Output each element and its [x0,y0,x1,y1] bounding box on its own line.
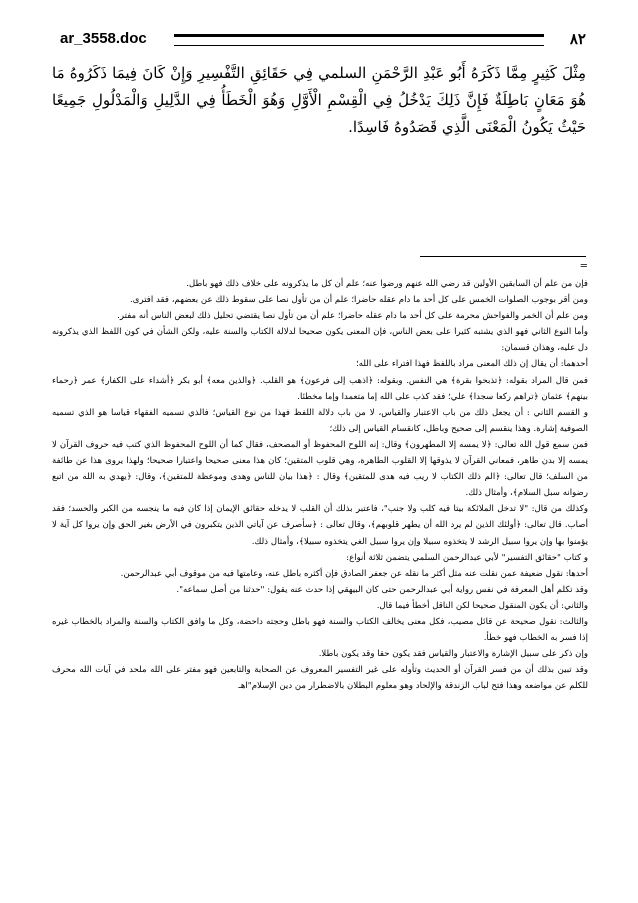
footnote-paragraph: وقد تبين بذلك أن من فسر القرآن أو الحديث وتأوله على غير التفسير المعروف عن الصحابة والتابعين فهو مفتر على الله ملحد في آيات الله محرف للكلم عن مواضعه وهذا فتح لباب الزندقة والإلحاد وهو معلوم البطلان بالاضطرار من دين الإسلام"اهـ [52,665,588,692]
header-double-rule [174,34,544,46]
footnote-continuation-marker: = [579,261,588,272]
footnote-paragraph: و القسم الثاني : أن يجعل ذلك من باب الاعتبار والقياس، لا من باب دلالة اللفظ فهذا من نوع القياس؛ فالذي تسميه الفقهاء قياسا هو الذي تسميه الصوفية إشارة. وهذا ينقسم إلى صحيح وباطل، كانقسام القياس إلى ذلك؛ [52,407,588,434]
footnote-paragraph: أحدهما: أن يقال إن ذلك المعنى مراد باللفظ فهذا افتراء على الله؛ [356,359,588,370]
footnote-paragraph: والثالث: نقول صحيحة عن قائل مصيب، فكل معنى يخالف الكتاب والسنة فهو باطل وحجته داحضة، وكل ما وافق الكتاب والسنة والمراد بالخطاب غيره إذا فسر به الخطاب فهو خطأ. [52,616,588,644]
footnote-paragraph: فإن من علم أن السابقين الأولين قد رضي الله عنهم ورضوا عنه؛ علم أن كل ما يذكرونه على خلاف ذلك فهو باطل. [186,279,588,289]
main-body-text: مِثْلَ كَثِيرٍ مِمَّا ذَكَرَهُ أَبُو عَبْدِ الرَّحْمَنِ السلمي فِي حَقَائِقِ التَّفْسِيرِ وَإِنْ كَانَ فِيمَا ذَكَرُوهُ مَا هُوَ مَعَانٍ بَاطِلَةٌ فَإِنَّ ذَلِكَ يَدْخُلُ فِي الْقِسْمِ الْأَوَّلِ وَهُوَ الْخَطَأُ فِي الدَّلِيلِ وَالْمَدْلُولِ جَمِيعًا حَيْثُ يَكُونُ الْمَعْنَى الَّذِي قَصَدُوهُ فَاسِدًا. [52,64,586,136]
page-number: ٨٢ [569,30,586,48]
footnote-separator [420,256,586,257]
footnote-paragraph: وأما النوع الثاني فهو الذي يشتبه كثيرا على بعض الناس، فإن المعنى يكون صحيحا لدلالة الكتاب والسنة عليه، ولكن الشأن في كون اللفظ الذي يذكرونه دل عليه، وهذان قسمان: [52,327,588,354]
footnote-paragraph: و كتاب "حقائق التفسير" لأبي عبدالرحمن السلمي يتضمن ثلاثة أنواع: [346,552,588,563]
footnote-paragraph: ومن علم أن الخمر والفواحش محرمة على كل أحد ما دام عقله حاضرا؛ علم أن من تأول نصا يقتضي تحليل ذلك لبعض الناس أنه مفتر. [117,311,588,322]
footnote-paragraph: وكذلك من قال: "لا تدخل الملائكة بيتا فيه كلب ولا جنب"، فاعتبر بذلك أن القلب لا يدخله حقائق الإيمان إذا كان فيه ما ينجسه من الكبر والحسد؛ فقد أصاب. قال تعالى: ﴿أولئك الذين لم يرد الله أن يطهر قلوبهم﴾، وقال تعالى : ﴿سأصرف عن آياتي الذين يتكبرون في الأرض بغير الحق وإن يروا كل آية لا يؤمنوا بها وإن يروا سبيل الرشد لا يتخذوه سبيلا وإن يروا سبيل الغي يتخذوه سبيلا﴾، وأمثال ذلك. [52,504,588,547]
footnote-paragraph: وإن ذكر على سبيل الإشارة والاعتبار والقياس فقد يكون حقا وقد يكون باطلا. [318,649,588,660]
document-filename: ar_3558.doc [60,30,147,47]
footnote-paragraph: فمن سمع قول الله تعالى: ﴿لا يمسه إلا المطهرون﴾ وقال: إنه اللوح المحفوظ أو المصحف، فقال كما أن اللوح المحفوظ الذي كتب فيه حروف القرآن لا يمسه إلا بدن طاهر، فمعاني القرآن لا يذوقها إلا القلوب الطاهرة، وهي قلوب المتقين؛ كان هذا معنى صحيحا واعتبارا صحيحا؛ ولهذا يروى هذا عن طائفة من السلف؛ قال تعالى: ﴿الم ذلك الكتاب لا ريب فيه هدى للمتقين﴾ وقال : ﴿هذا بيان للناس وهدى وموعظة للمتقين﴾، وقال: ﴿يهدي به الله من اتبع رضوانه سبل السلام﴾، وأمثال ذلك. [52,439,588,499]
footnote-paragraph: أحدها: نقول ضعيفة عمن نقلت عنه مثل أكثر ما نقله عن جعفر الصادق فإن أكثره باطل عنه، وعامتها فيه من موقوف أبي عبدالرحمن. [120,568,588,579]
footnote-paragraph: وقد تكلم أهل المعرفة في نفس رواية أبي عبدالرحمن حتى كان البيهقي إذا حدث عنه يقول: "حدثنا من أصل سماعه". [176,584,588,595]
page-header [52,26,586,54]
footnotes-section [52,276,588,694]
footnote-paragraph: فمن قال المراد بقوله: ﴿تذبحوا بقرة﴾ هي النفس. وبقوله: ﴿اذهب إلى فرعون﴾ هو القلب. ﴿والذين معه﴾ أبو بكر ﴿أشداء على الكفار﴾ عمر ﴿رحماء بينهم﴾ عثمان ﴿تراهم ركعا سجدا﴾ علي؛ فقد كذب على الله إما متعمدا وإما مخطئا. [52,375,588,402]
footnote-paragraph: ومن أقر بوجوب الصلوات الخمس على كل أحد ما دام عقله حاضرا؛ علم أن من تأول نصا على سقوط ذلك عن بعضهم، فقد افترى. [130,295,588,306]
footnote-paragraph: والثاني: أن يكون المنقول صحيحا لكن الناقل أخطأ فيما قال. [376,600,588,611]
